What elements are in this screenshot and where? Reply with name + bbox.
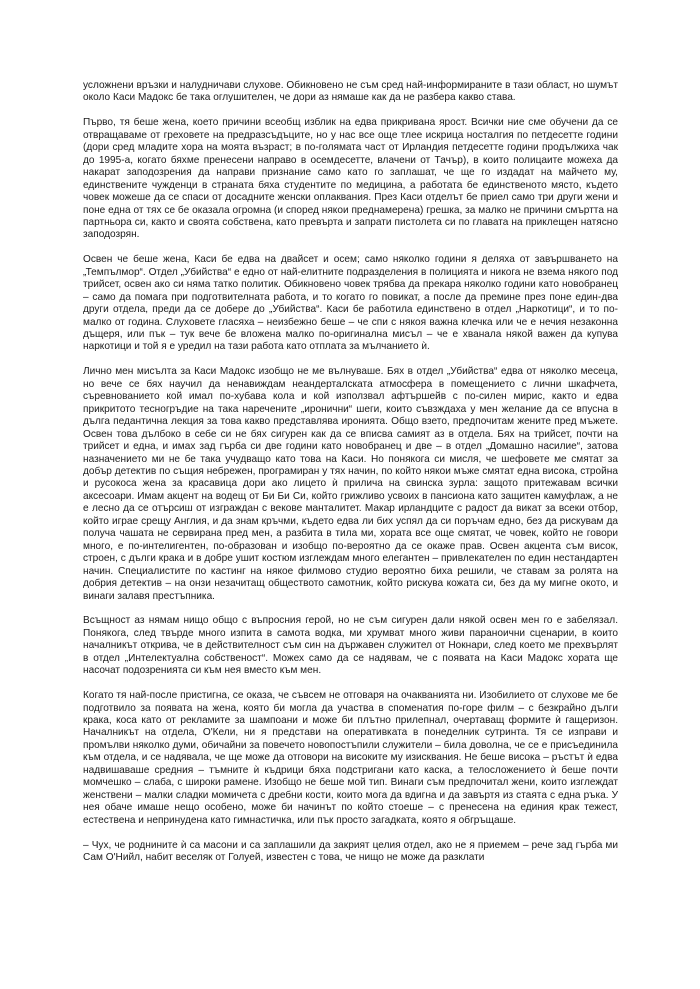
- paragraph-7: – Чух, че роднините ѝ са масони и са заплашили да закрият целия отдел, ако не я приемем – рече зад гърба ми Сам О'Нийл, набит веселяк от Голуей, известен с това, че нищо не може да разклати: [83, 839, 618, 863]
- paragraph-1: усложнени връзки и налудничави слухове. Обикновено не съм сред най-информираните в тази област, но шумът около Каси Мадокс бе така оглушителен, че дори аз нямаше как да не разбера какво става.: [83, 80, 618, 104]
- paragraph-3: Освен че беше жена, Каси бе едва на двайсет и осем; само няколко години я деляха от завършването на „Темпълмор“. Отдел „Убийства“ е едно от най-елитните подразделения в полицията и никога не взема някого под трийсет, освен ако си няма татко политик. Обикновено човек трябва да прекара няколко години като новобранец – само да помага при подготвителната работа, и то когато го повикат, а после да премине през поне един-два други отдела, преди да се добере до „Убийства“. Каси бе работила единствено в отдел „Наркотици“, и то по-малко от година. Слуховете гласяха – неизбежно беше – че спи с някоя важна клечка или че е нечия незаконна дъщеря, или пък – тук вече бе вложена малко по-оригинална мисъл – че е хванала някой важен да купува наркотици и той я е уредил на тази работа като отплата за мълчанието ѝ.: [83, 254, 618, 353]
- paragraph-4: Лично мен мисълта за Каси Мадокс изобщо не ме вълнуваше. Бях в отдел „Убийства“ едва от няколко месеца, но вече се бях научил да ненавиждам неандерталската атмосфера в помещението с лични шкафчета, съревнованието кой имал по-хубава кола и кой използвал афтършейв с по-силен мирис, както и едва прикритото тесногръдие на така наречените „иронични“ шеги, които съвзждаха у мен желание да се впусна в дълга педантична лекция за това какво представлява иронията. Общо взето, предпочитам жените пред мъжете. Освен това дълбоко в себе си не бях сигурен как да се вписва самият аз в отдела. Бях на трийсет, почти на трийсет и една, и имах зад гърба си две години като новобранец и две – в отдел „Домашно насилие“, затова назначението ми не бе така учудващо като това на Каси. Но понякога си мисля, че шефовете ме смятат за добър детектив по същия небрежен, програмиран у тях начин, по който някои мъже смятат една висока, стройна и русокоса жена за красавица дори ако лицето ѝ прилича на свинска зурла: защото притежавам всички аксесоари. Имам акцент на водещ от Би Би Си, който грижливо усвоих в пансиона като защитен камуфлаж, а не е лесно да се отърсиш от изграждан с векове манталитет. Макар ирландците с радост да викат за всеки отбор, който играе срещу Англия, и да знам кръчми, където едва ли бих успял да си поръчам едно, без да рискувам да получа чашата не сервирана пред мен, а разбита в тила ми, хората все още смятат, че човек, който не говори много, е по-интелигентен, по-образован и изобщо по-вероятно да се окаже прав. Освен акцента съм висок, строен, с дълги крака и в добре ушит костюм изглеждам много елегантен – привлекателен по един нестандартен начин. Специалистите по кастинг на някое филмово студио вероятно биха решили, че ставам за ролята на добрия детектив – на онзи незачитащ обществото самотник, който рискува кожата си, без да му мигне окото, и винаги залавя престъпника.: [83, 366, 618, 602]
- paragraph-2: Първо, тя беше жена, което причини всеобщ изблик на едва прикривана ярост. Всички ние сме обучени да се отвращаваме от греховете на предразсъдъците, но у нас все още тлее искрица носталгия по петдесетте години (дори сред младите хора на моята възраст; в по-голямата част от Ирландия петдесетте години продължиха чак до 1995-а, когато бяхме пренесени направо в осемдесетте, влачени от Тачър), в които полицаите можеха да накарат заподозрения да направи признание само като го заплашат, че ще го издадат на майчето му, единствените чужденци в страната бяха студентите по медицина, а работата бе единственото място, където човек можеше да се спаси от досадните женски оплаквания. През Каси отделът бе приел само три други жени и поне една от тях се бе оказала огромна (и според някои преднамерена) грешка, за малко не причини смъртта на партньора си, както и своята собствена, като превърта и запрати пистолета си по главата на приклещен натясно заподозрян.: [83, 117, 618, 241]
- paragraph-5: Всъщност аз нямам нищо общо с въпросния герой, но не съм сигурен дали някой освен мен го е забелязал. Понякога, след твърде много изпита в самота водка, ми хрумват много живи параноични сценарии, в които началникът открива, че в действителност съм син на държавен служител от Нокнари, след което ме прехвърлят в отдел „Интелектуална собственост“. Можех само да се надявам, че с появата на Каси Мадокс хората ще насочат подозренията си към нея вместо към мен.: [83, 615, 618, 677]
- paragraph-6: Когато тя най-после пристигна, се оказа, че съвсем не отговаря на очакванията ни. Изобилието от слухове ме бе подготвило за появата на жена, която би могла да участва в споменатия по-горе филм – с безкрайно дълги крака, коса като от рекламите за шампоани и може би плътно прилепнал, очертаващ формите ѝ гащеризон. Началникът на отдела, О'Кели, ни я представи на оперативката в понеделник сутринта. Тя се изправи и промълви няколко думи, обичайни за повечето новопостъпили служители – била доволна, че се е присъединила към отдела, и се надявала, че ще може да отговори на високите му изисквания. Не беше висока – ръстът ѝ едва надвишаваше средния – тъмните ѝ къдрици бяха подстригани като каска, а телосложението ѝ беше почти момчешко – слаба, с широки рамене. Изобщо не беше мой тип. Винаги съм предпочитал жени, които изглеждат женствени – малки сладки момичета с дребни кости, които мога да вдигна и да завъртя из стаята с една ръка. У нея обаче имаше нещо особено, може би начинът по който стоеше – с пренесена на единия крак тежест, естествена и непринудена като гимнастичка, или пък просто загадката, която я обгръщаше.: [83, 690, 618, 826]
- document-body: [83, 80, 618, 864]
